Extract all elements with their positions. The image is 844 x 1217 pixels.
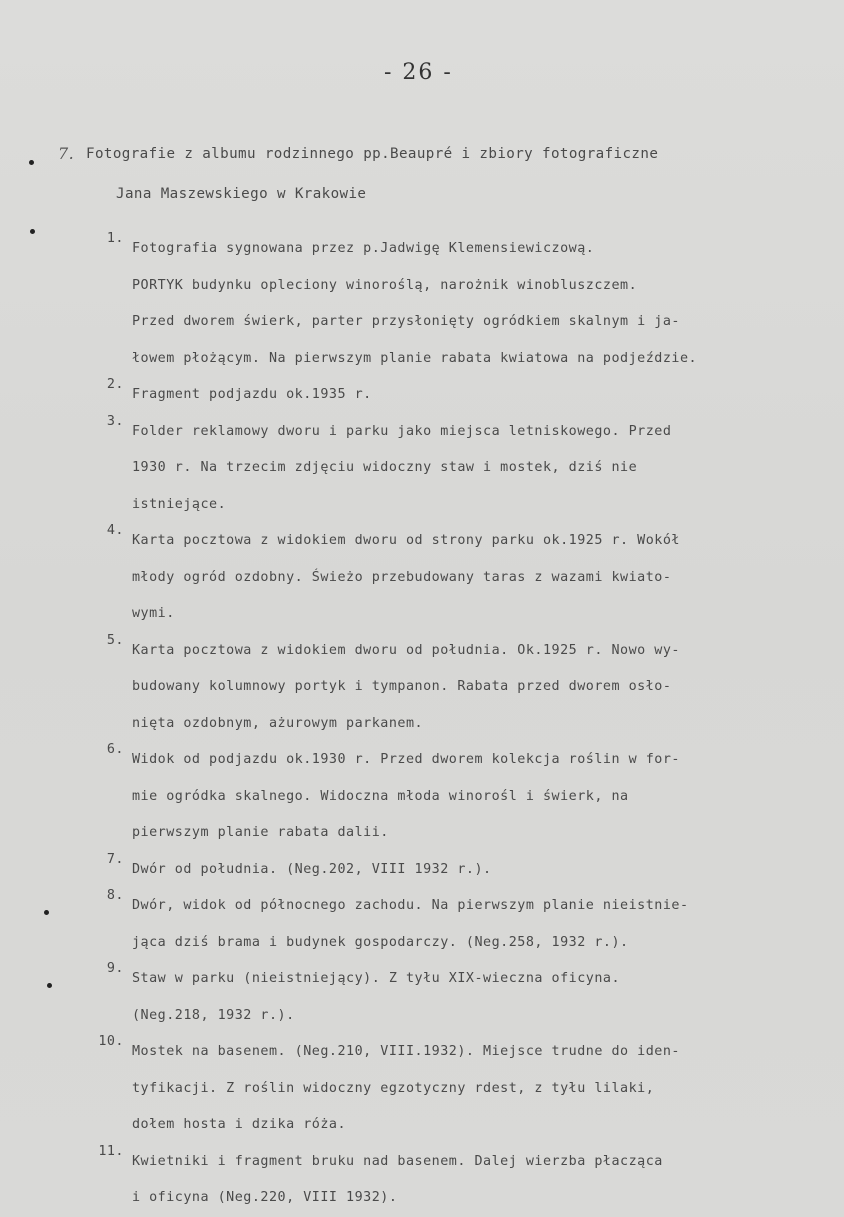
margin-dot bbox=[44, 910, 49, 915]
item-line: Fotografia sygnowana przez p.Jadwigę Klemensiewiczową. bbox=[132, 241, 595, 256]
item-line: Widok od podjazdu ok.1930 r. Przed dworem kolekcja roślin w for- bbox=[132, 752, 680, 767]
item-line: dołem hosta i dzika róża. bbox=[132, 1117, 347, 1132]
list-item bbox=[84, 1144, 824, 1217]
section-number: 7. bbox=[58, 144, 75, 163]
list-item bbox=[84, 523, 824, 633]
item-number: 7. bbox=[106, 851, 124, 867]
item-line: (Neg.218, 1932 r.). bbox=[132, 1007, 295, 1023]
item-line: 1930 r. Na trzecim zdjęciu widoczny staw i mostek, dziś nie bbox=[132, 460, 638, 475]
item-line: nięta ozdobnym, ażurowym parkanem. bbox=[132, 715, 424, 731]
list-item bbox=[84, 377, 824, 414]
list-item bbox=[84, 414, 824, 524]
item-line: Karta pocztowa z widokiem dworu od południa. Ok.1925 r. Nowo wy- bbox=[132, 642, 680, 658]
item-line: tyfikacji. Z roślin widoczny egzotyczny rdest, z tyłu lilaki, bbox=[132, 1080, 655, 1096]
item-line: młody ogród ozdobny. Świeżo przebudowany taras z wazami kwiato- bbox=[132, 569, 672, 585]
item-number: 6. bbox=[106, 742, 124, 757]
item-number: 3. bbox=[106, 413, 124, 429]
item-line: PORTYK budynku opleciony winoroślą, narożnik winobluszczem. bbox=[132, 277, 638, 293]
item-line: Dwór, widok od północnego zachodu. Na pierwszym planie nieistnie- bbox=[132, 898, 689, 913]
item-line: Mostek na basenem. (Neg.210, VIII.1932). Miejsce trudne do iden- bbox=[132, 1044, 680, 1059]
item-line: jąca dziś brama i budynek gospodarczy. (Neg.258, 1932 r.). bbox=[132, 934, 629, 950]
item-number: 4. bbox=[106, 523, 124, 538]
item-line: Kwietniki i fragment bruku nad basenem. Dalej wierzba płacząca bbox=[132, 1153, 663, 1169]
item-line: Staw w parku (nieistniejący). Z tyłu XIX-wieczna oficyna. bbox=[132, 971, 621, 986]
item-line: Fragment podjazdu ok.1935 r. bbox=[132, 387, 372, 402]
section-heading bbox=[58, 134, 784, 214]
item-line: mie ogródka skalnego. Widoczna młoda winorośl i świerk, na bbox=[132, 788, 629, 804]
item-number: 11. bbox=[98, 1143, 124, 1159]
list-item bbox=[84, 633, 824, 743]
item-number: 8. bbox=[106, 888, 124, 903]
heading-line: Fotografie z albumu rodzinnego pp.Beaupré i zbiory fotograficzne bbox=[86, 146, 659, 162]
item-line: istniejące. bbox=[132, 496, 227, 512]
item-line: wymi. bbox=[132, 606, 175, 621]
margin-dot bbox=[47, 983, 52, 988]
item-line: i oficyna (Neg.220, VIII 1932). bbox=[132, 1190, 398, 1205]
item-line: Karta pocztowa z widokiem dworu od strony parku ok.1925 r. Wokół bbox=[132, 533, 680, 548]
list-item bbox=[84, 1034, 824, 1144]
list-item bbox=[84, 742, 824, 852]
list-item bbox=[84, 231, 824, 377]
item-line: łowem płożącym. Na pierwszym planie rabata kwiatowa na podjeździe. bbox=[132, 350, 698, 366]
list-item bbox=[84, 961, 824, 1034]
item-number: 10. bbox=[98, 1034, 124, 1049]
heading-line: Jana Maszewskiego w Krakowie bbox=[116, 186, 367, 202]
item-line: Dwór od południa. (Neg.202, VIII 1932 r.). bbox=[132, 861, 492, 877]
item-line: Przed dworem świerk, parter przysłonięty ogródkiem skalnym i ja- bbox=[132, 314, 680, 329]
item-number: 9. bbox=[106, 961, 124, 976]
item-number: 1. bbox=[106, 231, 124, 246]
item-line: Folder reklamowy dworu i parku jako miejsca letniskowego. Przed bbox=[132, 423, 672, 439]
margin-dot bbox=[30, 229, 35, 234]
item-list bbox=[84, 231, 824, 1217]
page-number: - 26 - bbox=[384, 60, 453, 85]
item-number: 2. bbox=[106, 377, 124, 392]
item-line: pierwszym planie rabata dalii. bbox=[132, 825, 389, 840]
item-line: budowany kolumnowy portyk i tympanon. Rabata przed dworem osło- bbox=[132, 679, 672, 694]
list-item bbox=[84, 888, 824, 961]
item-number: 5. bbox=[106, 632, 124, 648]
list-item bbox=[84, 852, 824, 889]
margin-dot bbox=[29, 160, 34, 165]
